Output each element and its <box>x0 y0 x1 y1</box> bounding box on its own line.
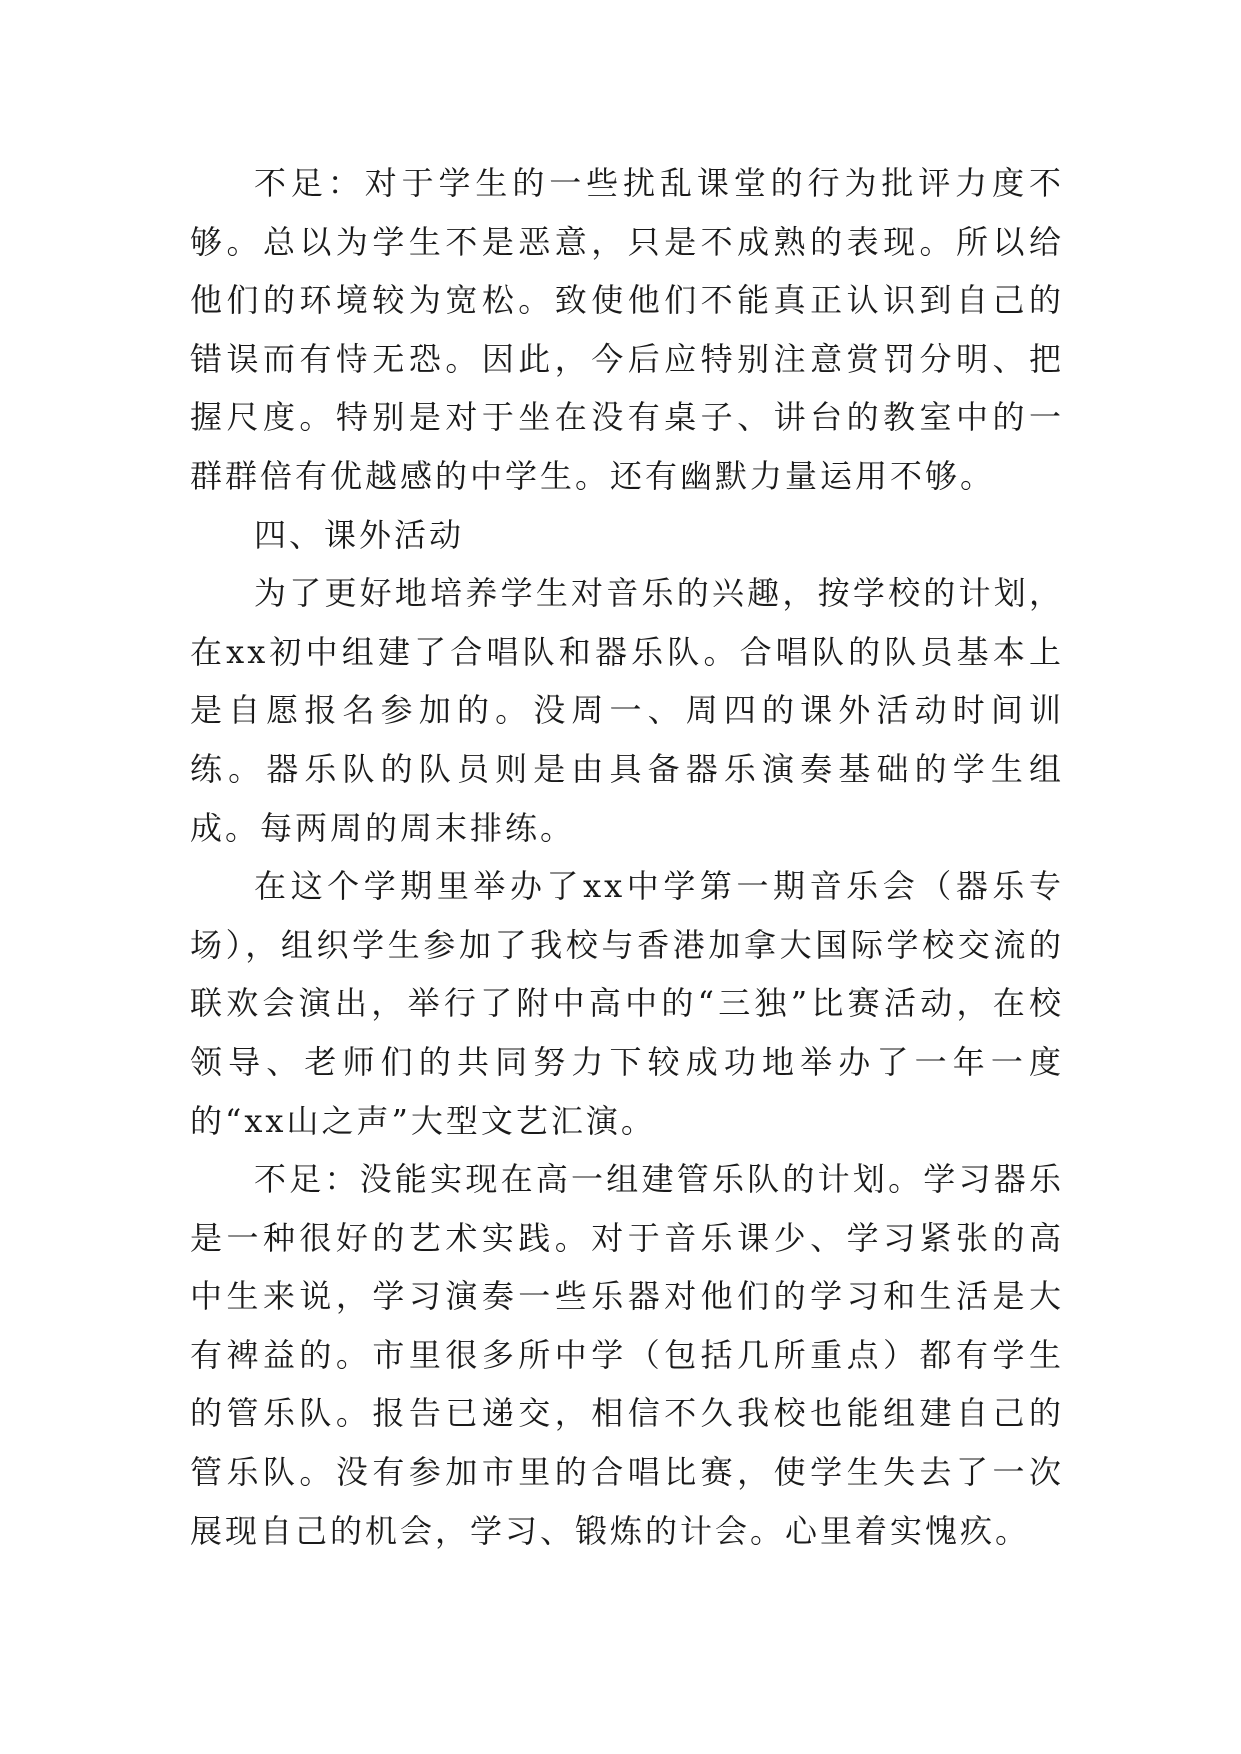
paragraph-concert-events: 在这个学期里举办了xx中学第一期音乐会（器乐专场），组织学生参加了我校与香港加拿大国际学校交流的联欢会演出，举行了附中高中的“三独”比赛活动，在校领导、老师们的共同努力下较成功地举办了一年一度的“xx山之声”大型文艺汇演。 <box>190 867 1064 1140</box>
paragraph-shortcomings-discipline: 不足：对于学生的一些扰乱课堂的行为批评力度不够。总以为学生不是恶意，只是不成熟的表现。所以给他们的环境较为宽松。致使他们不能真正认识到自己的错误而有恃无恐。因此，今后应特别注意赏罚分明、把握尺度。特别是对于坐在没有桌子、讲台的教室中的一群群倍有优越感的中学生。还有幽默力量运用不够。 <box>190 164 1064 495</box>
section-heading-extracurricular: 四、课外活动 <box>254 515 465 554</box>
paragraph-shortcomings-wind-band: 不足：没能实现在高一组建管乐队的计划。学习器乐是一种很好的艺术实践。对于音乐课少、学习紧张的高中生来说，学习演奏一些乐器对他们的学习和生活是大有裨益的。市里很多所中学（包括几所重点）都有学生的管乐队。报告已递交，相信不久我校也能组建自己的管乐队。没有参加市里的合唱比赛，使学生失去了一次展现自己的机会，学习、锻炼的计会。心里着实愧疚。 <box>190 1160 1064 1550</box>
paragraph-choir-band: 为了更好地培养学生对音乐的兴趣，按学校的计划，在xx初中组建了合唱队和器乐队。合唱队的队员基本上是自愿报名参加的。没周一、周四的课外活动时间训练。器乐队的队员则是由具备器乐演奏基础的学生组成。每两周的周末排练。 <box>190 574 1064 847</box>
document-body <box>190 154 1064 1560</box>
